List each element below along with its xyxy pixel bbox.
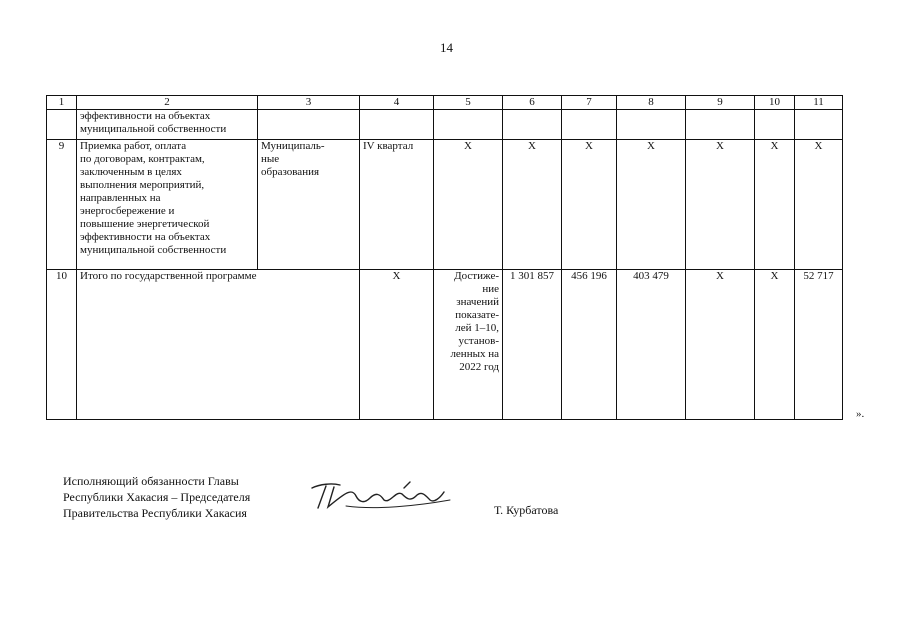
cell-line: Достиже- [454, 270, 499, 282]
cell-line: 2022 год [459, 361, 499, 373]
row-number: 9 [47, 140, 77, 270]
cell-line: Приемка работ, оплата [80, 140, 187, 152]
cell-line: по договорам, контрактам, [80, 153, 205, 165]
header-cell: 3 [258, 96, 360, 110]
header-cell: 9 [686, 96, 755, 110]
cell-line: значений [456, 296, 499, 308]
cell-line: образования [261, 166, 320, 178]
page-number: 14 [440, 40, 453, 55]
table-cell: Х [755, 270, 795, 420]
table-row [47, 270, 843, 420]
table-cell: Х [755, 140, 795, 270]
cell-line: лей 1–10, [455, 322, 499, 334]
table-cell [755, 110, 795, 140]
table-cell: Х [686, 270, 755, 420]
table-cell [686, 110, 755, 140]
table-cell [77, 140, 258, 270]
cell-line: ные [261, 153, 280, 165]
table-cell [434, 110, 503, 140]
table-cell [795, 110, 843, 140]
header-cell: 8 [617, 96, 686, 110]
cell-line: ленных на [450, 348, 499, 360]
header-cell: 11 [795, 96, 843, 110]
table-cell: 456 196 [562, 270, 617, 420]
table-cell: Х [562, 140, 617, 270]
table-cell: Итого по государственной программе [77, 270, 360, 420]
table-cell [503, 110, 562, 140]
table-cell [258, 110, 360, 140]
cell-line: энергосбережение и [80, 205, 175, 217]
table-cell [77, 110, 258, 140]
signatory-title-line: Республики Хакасия – Председателя [63, 490, 251, 504]
header-cell: 5 [434, 96, 503, 110]
signatory-title-line: Правительства Республики Хакасия [63, 506, 247, 520]
header-cell: 6 [503, 96, 562, 110]
signatory-title [63, 473, 250, 521]
table-cell [434, 270, 503, 420]
header-cell: 1 [47, 96, 77, 110]
table-header-row [47, 96, 843, 110]
cell-line: направленных на [80, 192, 161, 204]
cell-line: муниципальной собственности [80, 123, 227, 135]
table-cell: 52 717 [795, 270, 843, 420]
table-cell [562, 110, 617, 140]
table-cell [258, 140, 360, 270]
table-cell: Х [360, 270, 434, 420]
table-cell: IV квартал [360, 140, 434, 270]
cell-line: повышение энергетической [80, 218, 210, 230]
handwritten-signature [306, 476, 456, 516]
cell-line: ние [482, 283, 499, 295]
table-cell: Х [617, 140, 686, 270]
table-cell: 403 479 [617, 270, 686, 420]
signatory-title-line: Исполняющий обязанности Главы [63, 474, 239, 488]
program-table [46, 95, 843, 420]
cell-line: выполнения мероприятий, [80, 179, 205, 191]
cell-line: эффективности на объектах [80, 231, 211, 243]
cell-line: показате- [455, 309, 499, 321]
table-cell: Х [686, 140, 755, 270]
table-row [47, 140, 843, 270]
table-cell: Х [795, 140, 843, 270]
table-cell [617, 110, 686, 140]
table-cell [360, 110, 434, 140]
table-row [47, 110, 843, 140]
cell-line: эффективности на объектах [80, 110, 211, 122]
row-number: 10 [47, 270, 77, 420]
table-cell: Х [434, 140, 503, 270]
header-cell: 10 [755, 96, 795, 110]
table-cell [47, 110, 77, 140]
header-cell: 2 [77, 96, 258, 110]
table-cell: 1 301 857 [503, 270, 562, 420]
cell-line: Муниципаль- [261, 140, 325, 152]
cell-line: заключенным в целях [80, 166, 182, 178]
header-cell: 7 [562, 96, 617, 110]
closing-quote: ». [856, 408, 865, 420]
cell-line: муниципальной собственности [80, 244, 227, 256]
signatory-name: Т. Курбатова [494, 503, 559, 517]
cell-line: установ- [458, 335, 499, 347]
header-cell: 4 [360, 96, 434, 110]
table-cell: Х [503, 140, 562, 270]
